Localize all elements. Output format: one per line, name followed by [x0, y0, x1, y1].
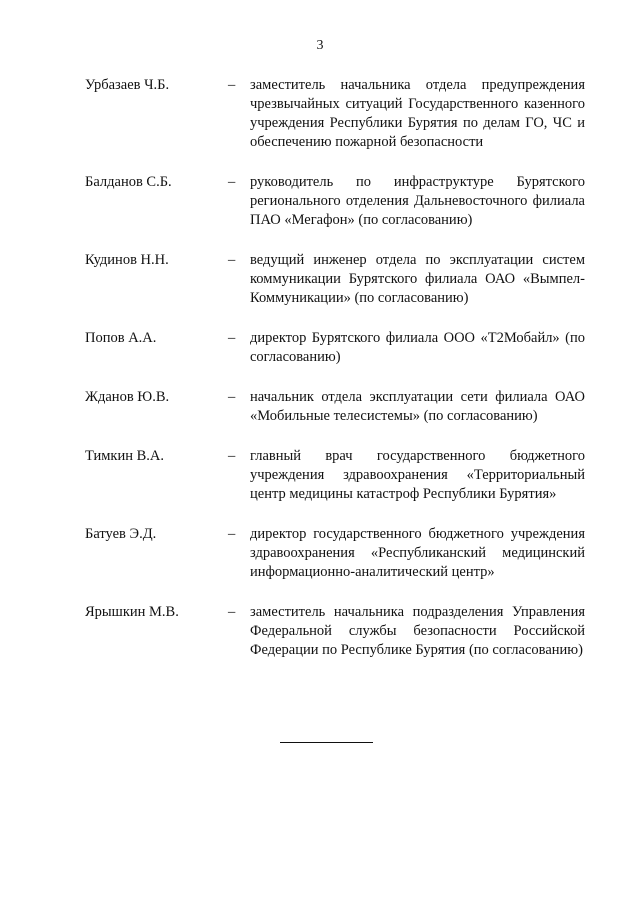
- member-name: Тимкин В.А.: [85, 448, 165, 464]
- member-name: Попов А.А.: [85, 330, 157, 346]
- member-row: [85, 447, 585, 504]
- member-name: Ярышкин М.В.: [85, 604, 179, 620]
- member-row: [85, 173, 585, 230]
- member-name: Урбазаев Ч.Б.: [85, 77, 170, 93]
- closing-rule: [280, 742, 373, 743]
- member-role: руководитель по инфраструктуре Бурятского регионального отделения Дальневосточного филиала ПАО «Мегафон» (по согласованию): [250, 174, 585, 228]
- member-role: ведущий инженер отдела по эксплуатации систем коммуникации Бурятского филиала ОАО «Вымпел-Коммуникации» (по согласованию): [250, 252, 585, 306]
- member-row: [85, 525, 585, 582]
- member-dash: –: [228, 604, 236, 620]
- member-dash: –: [228, 330, 236, 346]
- member-row: [85, 603, 585, 660]
- member-name: Батуев Э.Д.: [85, 526, 157, 542]
- member-row: [85, 388, 585, 426]
- page-number: 3: [316, 38, 324, 53]
- member-dash: –: [228, 252, 236, 268]
- member-dash: –: [228, 77, 236, 93]
- member-role: заместитель начальника отдела предупреждения чрезвычайных ситуаций Государственного казенного учреждения Республики Бурятия по делам ГО, ЧС и обеспечению пожарной безопасности: [250, 77, 585, 150]
- members-list: [85, 76, 585, 681]
- member-role: главный врач государственного бюджетного учреждения здравоохранения «Территориальный центр медицины катастроф Республики Бурятия»: [250, 448, 585, 502]
- member-row: [85, 76, 585, 152]
- member-role: начальник отдела эксплуатации сети филиала ОАО «Мобильные телесистемы» (по согласованию): [250, 389, 585, 424]
- member-role: заместитель начальника подразделения Управления Федеральной службы безопасности Российской Федерации по Республике Бурятия (по согласованию): [250, 604, 585, 658]
- member-dash: –: [228, 389, 236, 405]
- member-row: [85, 329, 585, 367]
- member-role: директор государственного бюджетного учреждения здравоохранения «Республиканский медицинский информационно-аналитический центр»: [250, 526, 585, 580]
- member-role: директор Бурятского филиала ООО «Т2Мобайл» (по согласованию): [250, 330, 585, 365]
- member-dash: –: [228, 174, 236, 190]
- member-row: [85, 251, 585, 308]
- member-dash: –: [228, 526, 236, 542]
- member-name: Жданов Ю.В.: [85, 389, 170, 405]
- member-name: Балданов С.Б.: [85, 174, 172, 190]
- member-name: Кудинов Н.Н.: [85, 252, 169, 268]
- member-dash: –: [228, 448, 236, 464]
